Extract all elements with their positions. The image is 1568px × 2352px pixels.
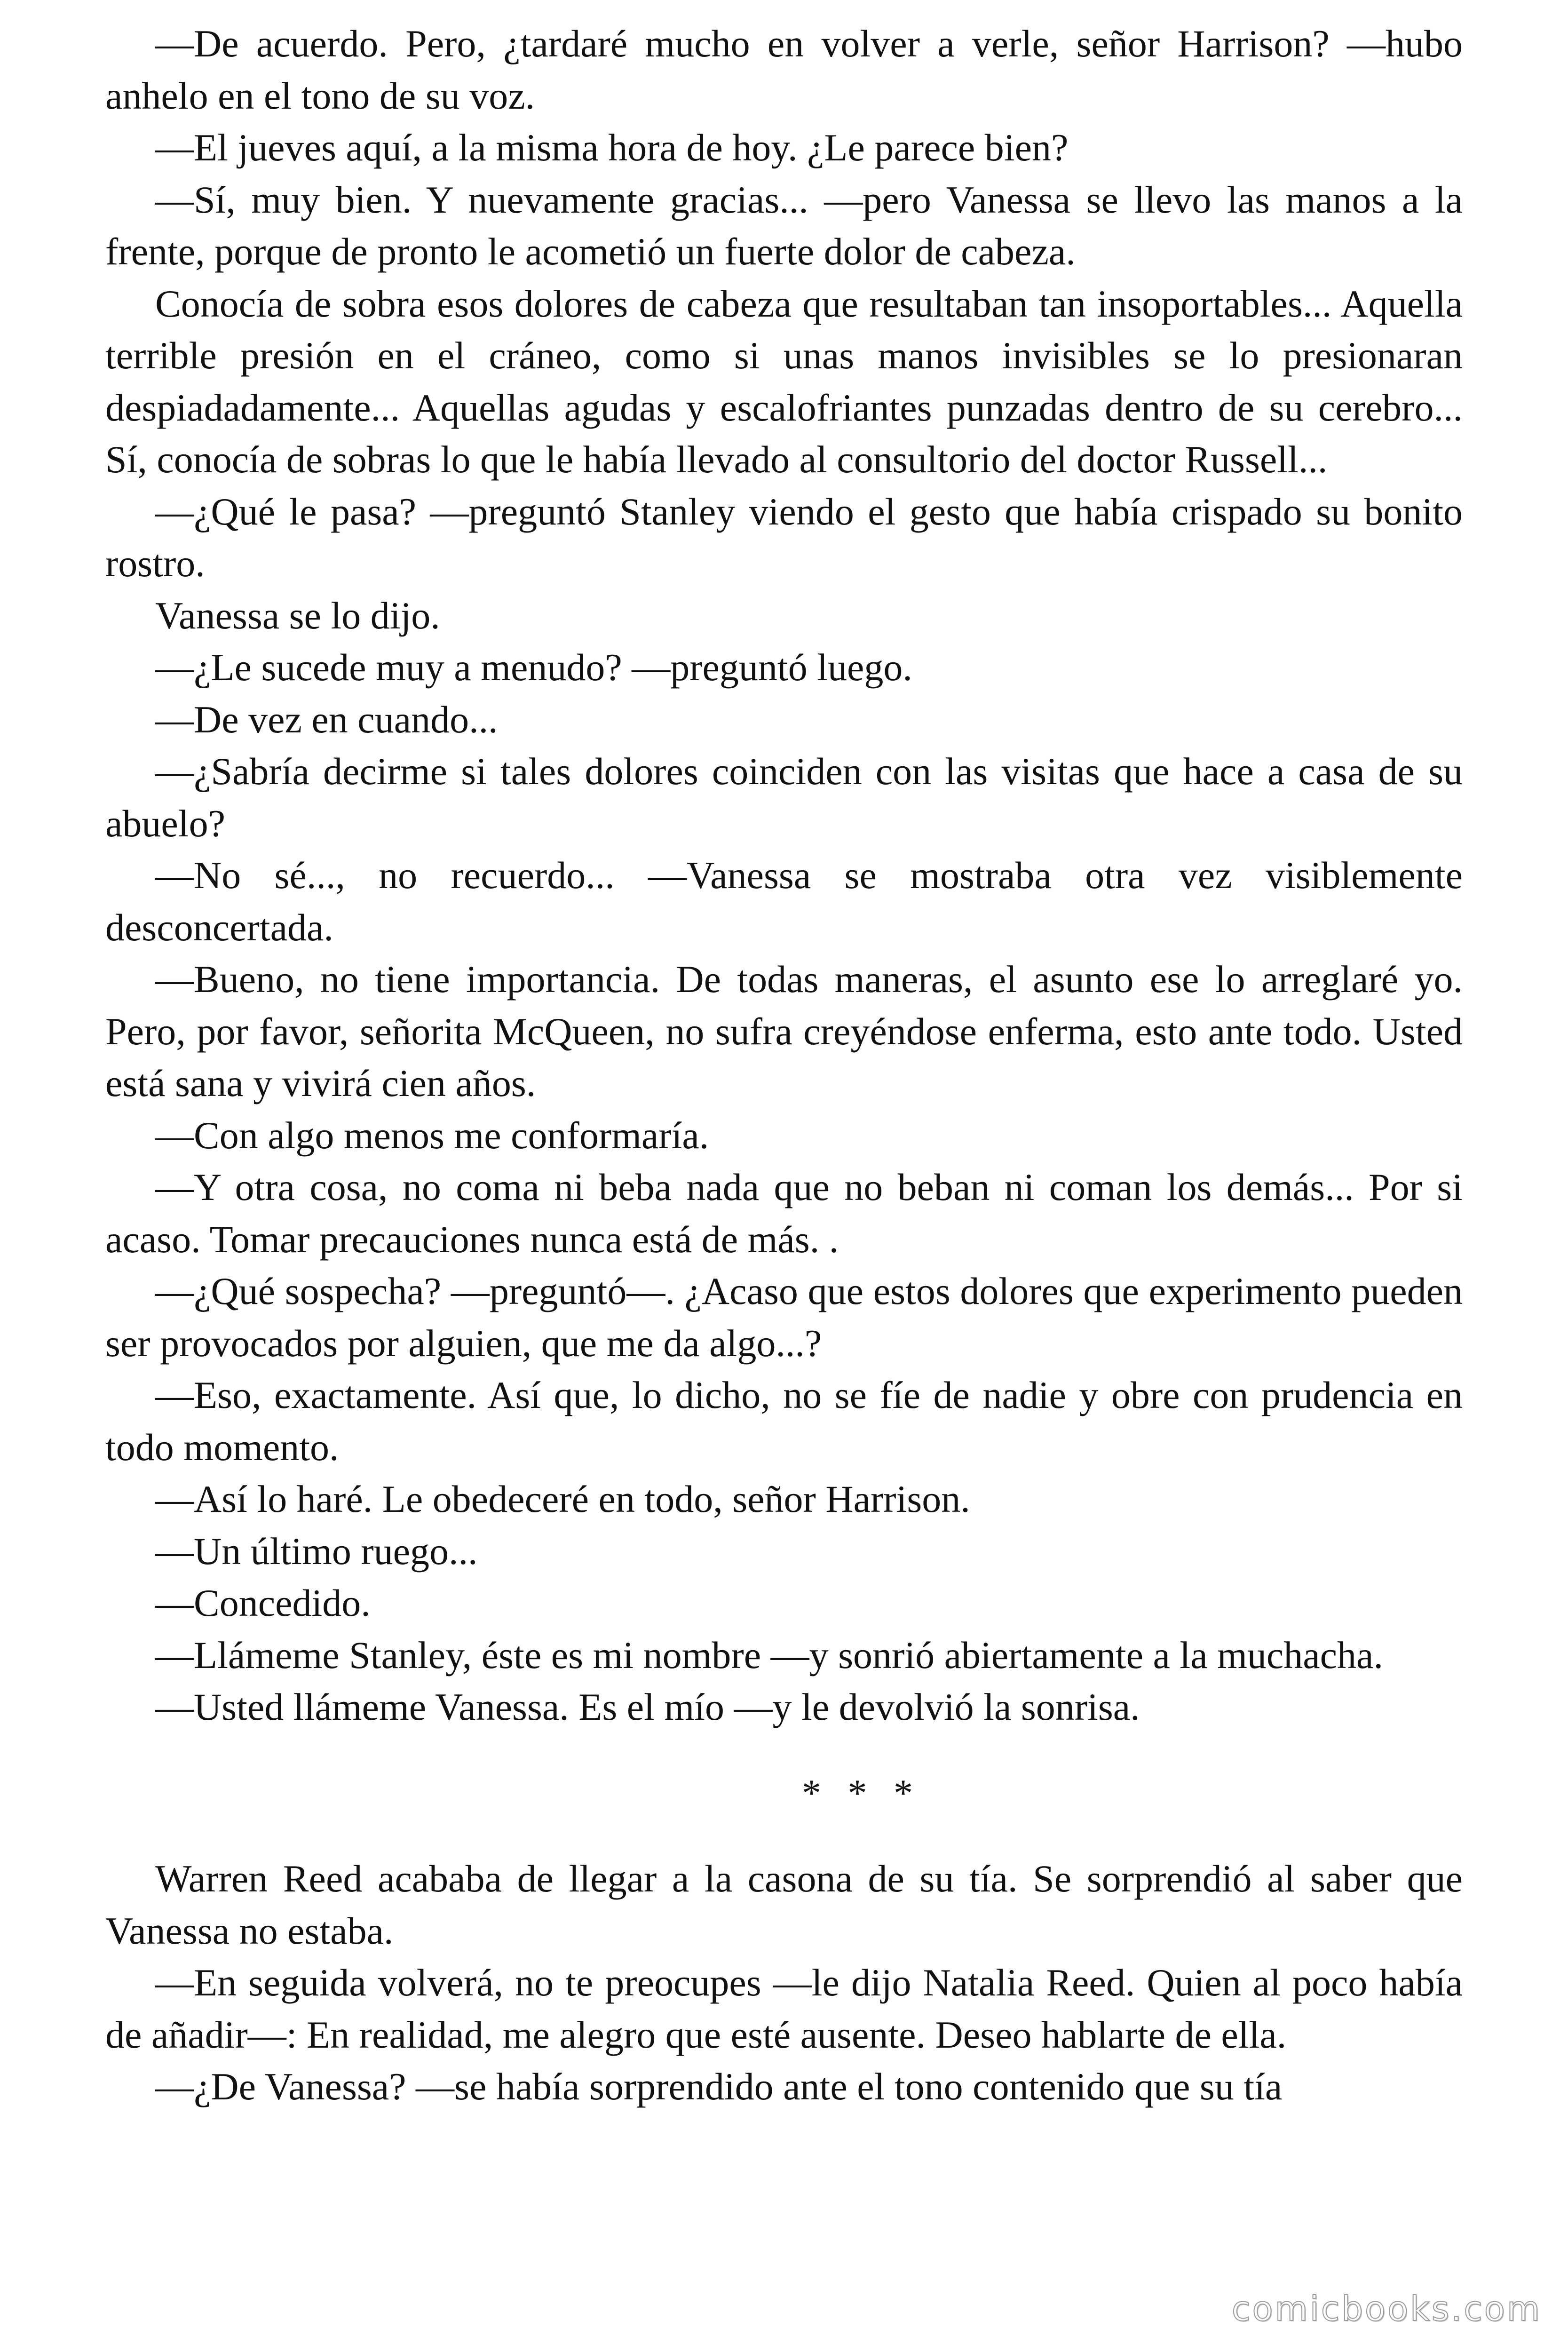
paragraph: —El jueves aquí, a la misma hora de hoy. ¿Le parece bien? bbox=[155, 126, 1069, 169]
paragraph: Warren Reed acababa de llegar a la casona de su tía. Se sorprendió al saber que Vanessa no estaba. bbox=[105, 1857, 1463, 1952]
paragraph: —De acuerdo. Pero, ¿tardaré mucho en volver a verle, señor Harrison? —hubo anhelo en el tono de su voz. bbox=[105, 22, 1463, 117]
paragraph: —Bueno, no tiene importancia. De todas maneras, el asunto ese lo arreglaré yo. Pero, por favor, señorita McQueen, no sufra creyéndose enferma, esto ante todo. Usted está sana y vivirá cien años. bbox=[105, 958, 1463, 1104]
paragraph: —¿Qué le pasa? —preguntó Stanley viendo el gesto que había crispado su bonito rostro. bbox=[105, 490, 1463, 585]
paragraph: —¿Qué sospecha? —preguntó—. ¿Acaso que estos dolores que experimento pueden ser provocados por alguien, que me da algo...? bbox=[105, 1270, 1463, 1365]
paragraph: —¿Le sucede muy a menudo? —preguntó luego. bbox=[155, 646, 912, 689]
book-page bbox=[105, 18, 1463, 2113]
text-block-before bbox=[105, 18, 1463, 1733]
paragraph: —Con algo menos me conformaría. bbox=[155, 1113, 709, 1157]
paragraph: —En seguida volverá, no te preocupes —le dijo Natalia Reed. Quien al poco había de añadir—: En realidad, me alegro que esté ausente. Deseo hablarte de ella. bbox=[105, 1961, 1463, 2056]
paragraph: —Concedido. bbox=[155, 1581, 371, 1624]
paragraph: Vanessa se lo dijo. bbox=[155, 594, 440, 637]
paragraph: —Llámeme Stanley, éste es mi nombre —y sonrió abiertamente a la muchacha. bbox=[155, 1633, 1383, 1677]
section-separator: * * * bbox=[802, 1771, 921, 1814]
paragraph: —De vez en cuando... bbox=[155, 698, 498, 741]
watermark: comicbooks.com bbox=[1231, 2289, 1542, 2328]
paragraph: —Y otra cosa, no coma ni beba nada que no beban ni coman los demás... Por si acaso. Tomar precauciones nunca está de más. . bbox=[105, 1166, 1463, 1261]
text-block-after bbox=[105, 1853, 1463, 2113]
paragraph: —No sé..., no recuerdo... —Vanessa se mostraba otra vez visiblemente desconcertada. bbox=[105, 854, 1463, 949]
paragraph: —¿Sabría decirme si tales dolores coinciden con las visitas que hace a casa de su abuelo? bbox=[105, 750, 1463, 845]
paragraph: —Un último ruego... bbox=[155, 1529, 478, 1573]
paragraph: —¿De Vanessa? —se había sorprendido ante el tono contenido que su tía bbox=[155, 2065, 1283, 2108]
paragraph: —Eso, exactamente. Así que, lo dicho, no se fíe de nadie y obre con prudencia en todo momento. bbox=[105, 1374, 1463, 1469]
paragraph: —Así lo haré. Le obedeceré en todo, señor Harrison. bbox=[155, 1478, 970, 1520]
paragraph: —Usted llámeme Vanessa. Es el mío —y le devolvió la sonrisa. bbox=[155, 1685, 1140, 1728]
paragraph: —Sí, muy bien. Y nuevamente gracias... —pero Vanessa se llevo las manos a la frente, porque de pronto le acometió un fuerte dolor de cabeza. bbox=[105, 178, 1463, 273]
paragraph: Conocía de sobra esos dolores de cabeza que resultaban tan insoportables... Aquella terrible presión en el cráneo, como si unas manos invisibles se lo presionaran despiadadamente... Aquellas agudas y escalofriantes punzadas dentro de su cerebro... Sí, conocía de sobras lo que le había llevado al consultorio del doctor Russell... bbox=[105, 282, 1463, 481]
